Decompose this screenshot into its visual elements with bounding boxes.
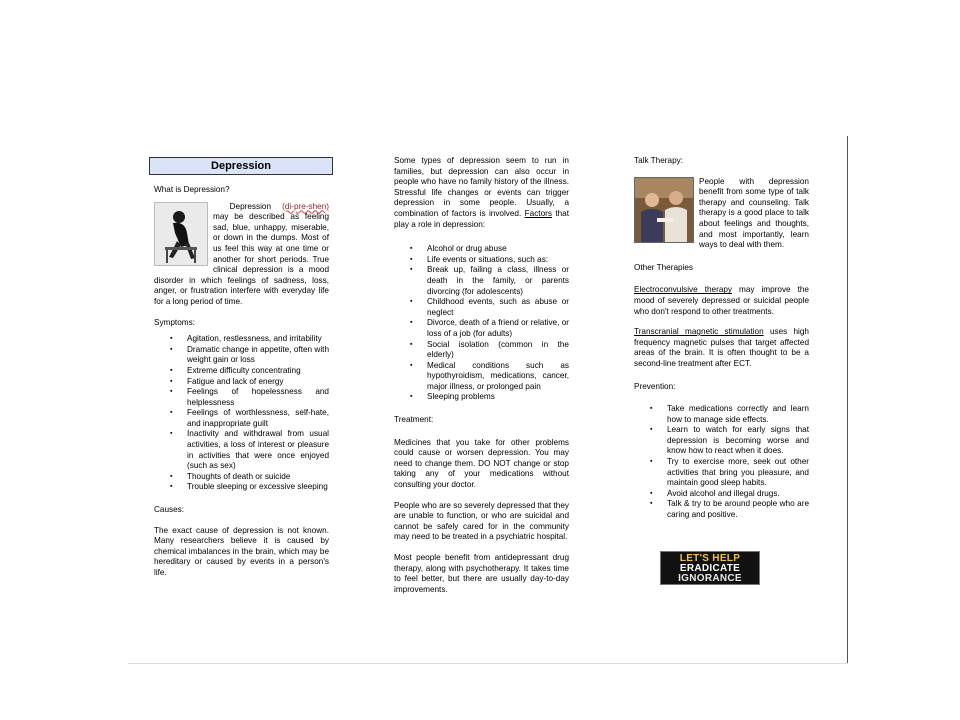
talk-therapy-heading: Talk Therapy: xyxy=(634,156,683,165)
list-item: ▪ Talk & try to be around people who are caring and positive. xyxy=(667,499,809,520)
causes-heading: Causes: xyxy=(154,505,185,515)
logo-line-3: IGNORANCE xyxy=(678,572,742,584)
list-item: ▪ Learn to watch for early signs that depression is becoming worse and know how to react when it does. xyxy=(667,425,809,457)
list-item: ▪ Trouble sleeping or excessive sleeping xyxy=(187,482,329,493)
factors-word: Factors xyxy=(524,208,552,218)
intro-rest: may be described as feeling sad, blue, unhappy, miserable, or down in the dumps. Most of us feel this way at one time or another for short periods. True clinical depression is a mood disorder in which feelings of sadness, loss, anger, or frustration interfere with everyday life for a long period of time. xyxy=(154,212,329,306)
list-item: ▪ Dramatic change in appetite, often with weight gain or loss xyxy=(187,345,329,366)
treatment-paragraph-2: People who are so severely depressed that they are unable to function, or who are suicidal and cannot be safely cared for in the community may need to be treated in a psychiatric hospital. xyxy=(394,500,569,542)
column-right xyxy=(634,156,809,585)
page-edge-right xyxy=(847,136,848,664)
talk-therapy-image xyxy=(634,177,694,243)
page-edge-bottom xyxy=(128,663,848,664)
tms-paragraph xyxy=(634,327,809,369)
intro-paragraph xyxy=(154,202,329,308)
ect-link[interactable]: Electroconvulsive therapy xyxy=(634,285,733,295)
intro-word: Depression xyxy=(229,201,272,211)
what-heading: What is Depression? xyxy=(154,185,230,194)
tms-link[interactable]: Transcranial magnetic stimulation xyxy=(634,327,764,337)
list-item: ▪ Social isolation (common in the elderly) xyxy=(427,340,569,361)
other-therapies-heading: Other Therapies xyxy=(634,262,694,272)
list-item: ▪ Agitation, restlessness, and irritability xyxy=(187,334,329,345)
logo-line-2: ERADICATE xyxy=(679,562,741,574)
list-item: ▪ Extreme difficulty concentrating xyxy=(187,366,329,377)
list-item: ▪ Divorce, death of a friend or relative, or loss of a job (for adults) xyxy=(427,318,569,339)
eradicate-ignorance-logo xyxy=(660,551,760,585)
depressed-person-image xyxy=(154,202,208,266)
treatment-paragraph-3: Most people benefit from antidepressant drug therapy, along with psychotherapy. It takes time to feel better, but there are usually day-to-day improvements. xyxy=(394,553,569,594)
prevention-heading: Prevention: xyxy=(634,381,676,391)
treatment-paragraph-1: Medicines that you take for other problems could cause or worsen depression. You may need to change them. DO NOT change or stop taking any of your medications without consulting your doctor. xyxy=(394,437,569,490)
column-middle xyxy=(394,156,569,602)
page-title: Depression xyxy=(149,157,333,175)
logo-line-1: LET'S HELP xyxy=(679,552,741,564)
list-item: ▪ Inactivity and withdrawal from usual activities, a loss of interest or pleasure in activities that were once enjoyed (such as sex) xyxy=(187,429,329,471)
ect-text: may improve the mood of severely depressed or suicidal people who don't respond to other treatments. xyxy=(634,285,809,316)
person-sitting-depressed-icon xyxy=(155,203,207,265)
list-item: ▪ Feelings of worthlessness, self-hate, and inappropriate guilt xyxy=(187,408,329,429)
ect-paragraph xyxy=(634,285,809,317)
talk-therapy-photo-icon xyxy=(635,178,693,242)
tms-text: uses high frequency magnetic pulses that target affected areas of the brain. It is often thought to be a second-line treatment after ECT. xyxy=(634,327,809,368)
symptoms-list xyxy=(154,334,329,493)
prevention-list xyxy=(634,404,809,521)
list-item: ▪ Fatigue and lack of energy xyxy=(187,377,329,388)
column-left xyxy=(154,156,329,586)
talk-therapy-text: People with depression benefit from some type of talk therapy and counseling. Talk therapy is a good place to talk about feelings and thoughts, and most importantly, learn ways to deal with them. xyxy=(699,176,809,250)
causes-paragraph: The exact cause of depression is not known. Many researchers believe it is caused by chemical imbalances in the brain, which may be hereditary or caused by events in a person's life. xyxy=(154,525,329,577)
list-item: ▪ Alcohol or drug abuse xyxy=(427,244,569,255)
list-item: ▪ Thoughts of death or suicide xyxy=(187,472,329,483)
list-item: ▪ Childhood events, such as abuse or neglect xyxy=(427,297,569,318)
list-item: ▪ Break up, failing a class, illness or death in the family, or parents divorcing (for adolescents) xyxy=(427,265,569,297)
list-item: ▪ Take medications correctly and learn how to manage side effects. xyxy=(667,404,809,425)
factors-list xyxy=(394,244,569,403)
pronunciation: (di-pre-shen) xyxy=(282,201,329,211)
factors-intro-part1: Some types of depression seem to run in families, but depression can also occur in people who have no family history of the illness. Stressful life changes or events can trigger depression in some people. Usually, a combination of factors is involved. xyxy=(394,156,569,218)
list-item: ▪ Feelings of hopelessness and helplessness xyxy=(187,387,329,408)
treatment-heading: Treatment: xyxy=(394,415,434,425)
list-item: ▪ Try to exercise more, seek out other activities that bring you pleasure, and maintain good sleep habits. xyxy=(667,457,809,489)
factors-intro-part2: that play a role in depression: xyxy=(394,208,569,229)
brochure-page xyxy=(128,136,848,664)
list-item: ▪ Life events or situations, such as: xyxy=(427,255,569,266)
talk-therapy-paragraph xyxy=(634,177,809,251)
symptoms-heading: Symptoms: xyxy=(154,317,195,327)
list-item: ▪ Medical conditions such as hypothyroidism, medications, cancer, major illness, or prolonged pain xyxy=(427,361,569,393)
list-item: ▪ Avoid alcohol and illegal drugs. xyxy=(667,489,809,500)
factors-intro xyxy=(394,156,569,230)
list-item: ▪ Sleeping problems xyxy=(427,392,569,403)
